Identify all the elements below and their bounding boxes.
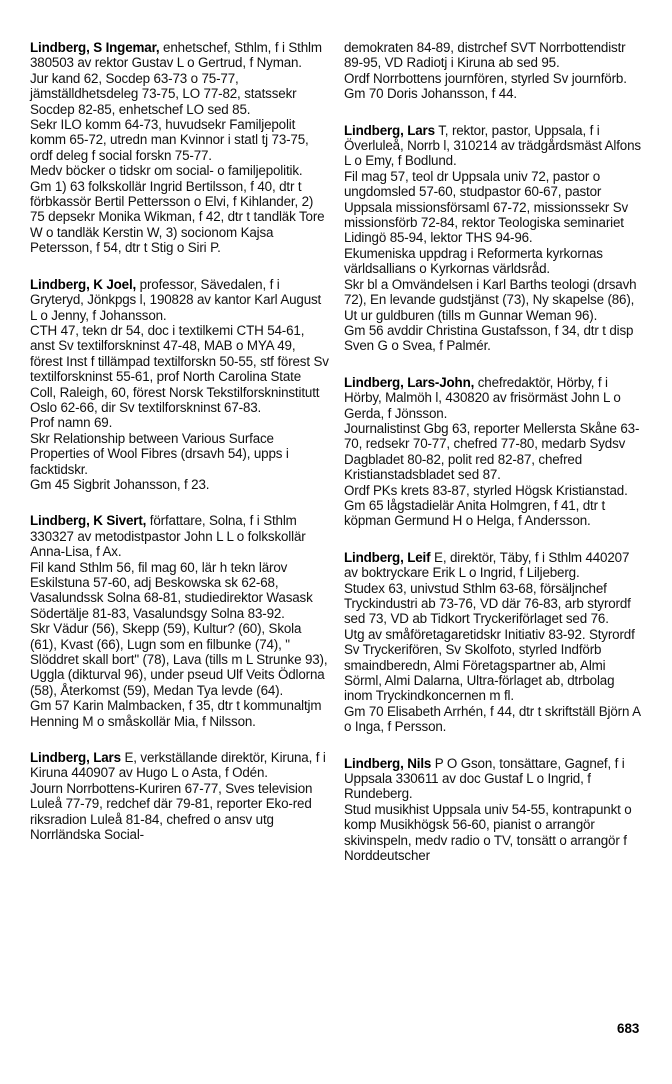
entry-first-line bbox=[344, 375, 644, 421]
entry-surname: Lindberg, bbox=[30, 750, 90, 766]
entry-first-line bbox=[344, 123, 644, 169]
entry-lindberg-k-sivert bbox=[30, 513, 330, 729]
entry-text: E, verkställande direktör, Kiruna, f i Kiruna 440907 av Hugo L o Asta, f Odén. bbox=[30, 750, 326, 781]
entry-text: Gm 70 Elisabeth Arrhén, f 44, dtr t skriftställ Björn A o Inga, f Persson. bbox=[344, 703, 641, 735]
entry-given-names: K Sivert, bbox=[93, 513, 147, 529]
entry-lindberg-leif bbox=[344, 550, 644, 735]
entry-given-names: S Ingemar, bbox=[93, 40, 160, 55]
entry-text: Fil mag 57, teol dr Uppsala univ 72, pastor o ungdomsled 57-60, studpastor 60-67, pastor Uppsala missionsförsaml 67-72, missionssekr Sv missionsförb 72-84, rektor Teologiska seminariet Lidingö 85-94, lektor THS 94-96. bbox=[344, 168, 629, 246]
page-number: 683 bbox=[617, 1021, 640, 1036]
entry-given-names: Lars bbox=[407, 122, 435, 138]
right-column bbox=[344, 40, 644, 885]
entry-text: Gm 56 avddir Christina Gustafsson, f 34, dtr t disp Sven G o Svea, f Palmér. bbox=[344, 322, 634, 354]
entry-first-line bbox=[30, 513, 330, 559]
entry-lindberg-s-ingemar bbox=[30, 40, 330, 256]
entry-surname: Lindberg, bbox=[30, 40, 90, 55]
entry-given-names: Lars-John, bbox=[407, 374, 475, 390]
entry-lindberg-lars-e bbox=[30, 750, 330, 842]
entry-text: Gm 70 Doris Johansson, f 44. bbox=[344, 86, 517, 102]
entry-text: Skr bl a Omvändelsen i Karl Barths teologi (drsavh 72), En levande gudstjänst (73), Ny skapelse (86), Ut ur guldburen (tills m Gunnar Weman 96). bbox=[344, 276, 637, 323]
entry-first-line bbox=[30, 40, 330, 71]
entry-text: E, direktör, Täby, f i Sthlm 440207 av boktryckare Erik L o Ingrid, f Liljeberg. bbox=[344, 549, 630, 581]
entry-text: Journalistinst Gbg 63, reporter Mellersta Skåne 63-70, redsekr 70-77, chefred 77-80, medarb Sydsv Dagbladet 80-82, polit red 82-87, chefred Kristianstadsbladet sed 87. bbox=[344, 420, 640, 483]
entry-surname: Lindberg, bbox=[344, 549, 404, 565]
entry-text: Gm 45 Sigbrit Johansson, f 23. bbox=[30, 476, 210, 492]
entry-text: Skr Vädur (56), Skepp (59), Kultur? (60), Skola (61), Kvast (66), Lugn som en filbunke (74), " Slöddret skall bort" (78), Lava (tills m L Strunke 93), Uggla (dikturval 96), under pseud Ulf Veits Ödlorna (58), Återkomst (59), Medan Tya levde (64). bbox=[30, 621, 328, 698]
left-column bbox=[30, 40, 330, 864]
entry-first-line bbox=[30, 277, 330, 323]
entry-given-names: Lars bbox=[93, 750, 121, 766]
entry-first-line bbox=[344, 550, 644, 581]
entry-text: chefredaktör, Hörby, f i Hörby, Malmöh l, 430820 av frisörmäst John L o Gerda, f Jönsson. bbox=[344, 374, 621, 421]
entry-text: Ordf Norrbottens journfören, styrled Sv journförb. bbox=[344, 70, 627, 86]
entry-given-names: Leif bbox=[407, 549, 431, 565]
entry-lindberg-k-joel bbox=[30, 277, 330, 493]
entry-text: T, rektor, pastor, Uppsala, f i Överluleå, Norrb l, 310214 av trädgårdsmäst Alfons L o Emy, f Bodlund. bbox=[344, 122, 641, 169]
entry-text: författare, Solna, f i Sthlm 330327 av metodistpastor John L L o folkskollär Anna-Lisa, f Ax. bbox=[30, 513, 306, 560]
entry-text: Medv böcker o tidskr om social- o familjepolitik. bbox=[30, 163, 303, 179]
entry-text: Sekr ILO komm 64-73, huvudsekr Familjepolit komm 65-72, utredn man Kvinnor i statl tj 73-75, ordf deleg f social forskn 75-77. bbox=[30, 117, 309, 163]
entry-text: CTH 47, tekn dr 54, doc i textilkemi CTH 54-61, anst Sv textilforskninst 47-48, MAB o MYA 49, förest Inst f tillämpad textilforskn 50-55, stf förest Sv textilforskninst 55-61, prof North Carolina State Coll, Raleigh, 60, förest Norsk Tekstilforskninstitutt Oslo 62-66, dir Sv textilforskninst 67-83. bbox=[30, 322, 329, 415]
entry-text: Ordf PKs krets 83-87, styrled Högsk Kristianstad. bbox=[344, 482, 628, 498]
entry-text: Stud musikhist Uppsala univ 54-55, kontrapunkt o komp Musikhögsk 56-60, pianist o arrangör skivinspeln, medv radio o TV, tonsätt o arrangör f Norddeutscher bbox=[344, 801, 632, 864]
entry-surname: Lindberg, bbox=[344, 755, 404, 771]
entry-text: professor, Sävedalen, f i Gryteryd, Jönkpgs l, 190828 av kantor Karl August L o Jenny, f Johansson. bbox=[30, 276, 322, 323]
entry-text: enhetschef, Sthlm, f i Sthlm 380503 av rektor Gustav L o Gertrud, f Nyman. bbox=[30, 40, 322, 71]
entry-text: Utg av småföretagaretidskr Initiativ 83-92. Styrordf Sv Tryckerifören, Sv Skolfoto, styrled Indförb smaindberedn, Almi Företagspartner ab, Almi Sörml, Almi Dalarna, Ultra-förlaget ab, dtrbolag inom Tryckindkoncernen m fl. bbox=[344, 626, 635, 704]
entry-text: Studex 63, univstud Sthlm 63-68, försäljnchef Tryckindustri ab 73-76, VD där 76-83, arb styrordf sed 73, VD ab Tidkort Tryckeriförlaget sed 76. bbox=[344, 580, 631, 627]
entry-first-line bbox=[30, 750, 330, 781]
entry-text: Ekumeniska uppdrag i Reformerta kyrkornas världsallians o Kyrkornas världsråd. bbox=[344, 245, 603, 277]
entry-text: Gm 57 Karin Malmbacken, f 35, dtr t kommunaltjm Henning M o småskollär Mia, f Nilsson. bbox=[30, 698, 322, 729]
entry-continuation bbox=[344, 40, 644, 102]
entry-text: P O Gson, tonsättare, Gagnef, f i Uppsala 330611 av doc Gustaf L o Ingrid, f Rundeberg. bbox=[344, 755, 625, 802]
entry-given-names: K Joel, bbox=[93, 276, 137, 292]
entry-surname: Lindberg, bbox=[30, 276, 90, 292]
entry-surname: Lindberg, bbox=[344, 374, 404, 390]
entry-given-names: Nils bbox=[407, 755, 432, 771]
entry-text: Journ Norrbottens-Kuriren 67-77, Sves television Luleå 77-79, redchef där 79-81, reporter Eko-red riksradion Luleå 81-84, chefred o ansv utg Norrländska Social- bbox=[30, 780, 313, 843]
entry-text: Prof namn 69. bbox=[30, 415, 113, 431]
entry-lindberg-lars-john bbox=[344, 375, 644, 529]
entry-text: demokraten 84-89, distrchef SVT Norrbottendistr 89-95, VD Radiotj i Kiruna ab sed 95. bbox=[344, 40, 626, 71]
entry-text: Skr Relationship between Various Surface Properties of Wool Fibres (drsavh 54), upps i facktidskr. bbox=[30, 430, 289, 477]
entry-text: Gm 1) 63 folkskollär Ingrid Bertilsson, f 40, dtr t förbkassör Bertil Pettersson o Elvi, f Kihlander, 2) 75 depsekr Monika Wikman, f 42, dtr t tandläk Tore W o tandläk Kerstin W, 3) socionom Kajsa Petersson, f 54, dtr t Stig o Siri P. bbox=[30, 178, 325, 256]
entry-surname: Lindberg, bbox=[344, 122, 404, 138]
entry-text: Gm 65 lågstadielär Anita Holmgren, f 41, dtr t köpman Germund H o Helga, f Andersson. bbox=[344, 497, 606, 529]
entry-lindberg-nils bbox=[344, 756, 644, 864]
entry-surname: Lindberg, bbox=[30, 513, 90, 529]
entry-text: Jur kand 62, Socdep 63-73 o 75-77, jämställdhetsdeleg 73-75, LO 77-82, statssekr Socdep 82-85, enhetschef LO sed 85. bbox=[30, 70, 297, 117]
entry-first-line bbox=[344, 756, 644, 802]
entry-text: Fil kand Sthlm 56, fil mag 60, lär h tekn lärov Eskilstuna 57-60, adj Beskowska sk 62-68, Vasalundssk Solna 68-81, studiedirektor Wasask Södertälje 81-83, Vasalundsgy Solna 83-92. bbox=[30, 559, 313, 621]
entry-lindberg-lars-t bbox=[344, 123, 644, 354]
